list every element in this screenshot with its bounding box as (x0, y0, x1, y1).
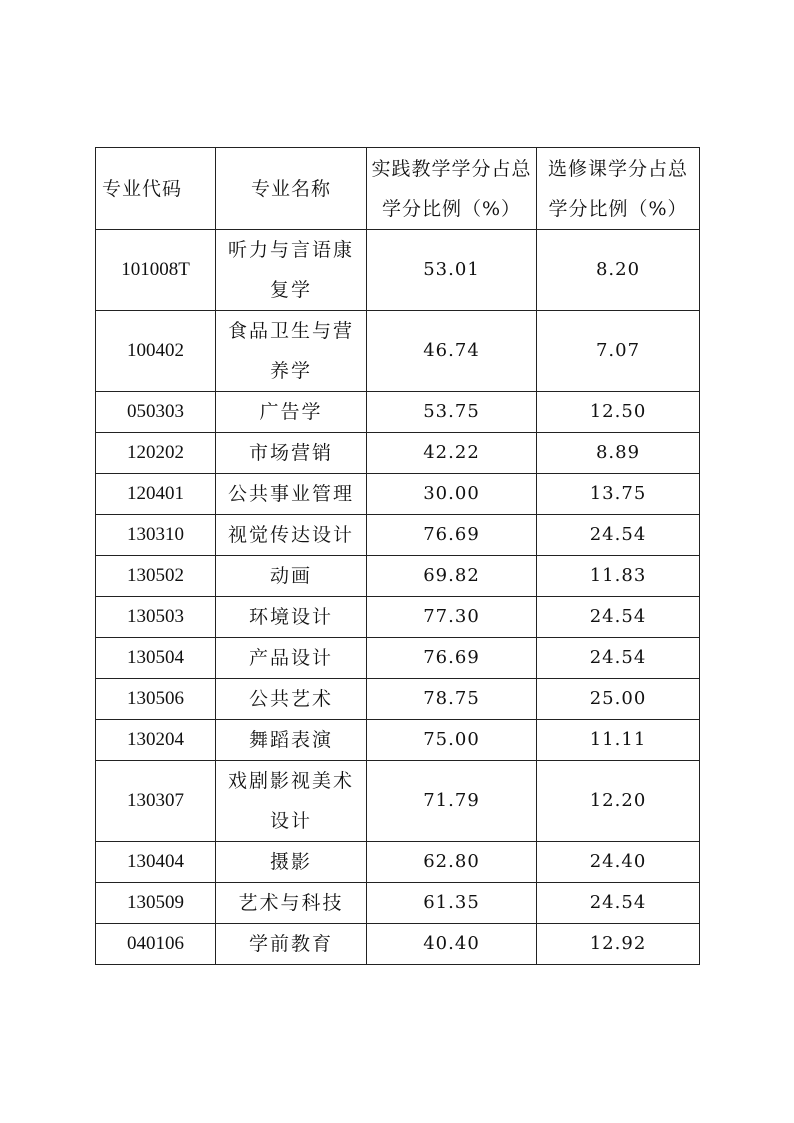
elective-ratio-cell: 24.54 (537, 515, 700, 556)
major-name-cell: 环境设计 (216, 597, 367, 638)
major-name-cell: 产品设计 (216, 638, 367, 679)
practice-ratio-cell: 46.74 (367, 311, 537, 392)
major-name-cell: 食品卫生与营养学 (216, 311, 367, 392)
major-code-cell: 130509 (96, 883, 216, 924)
practice-ratio-cell: 71.79 (367, 761, 537, 842)
elective-ratio-cell: 25.00 (537, 679, 700, 720)
elective-ratio-cell: 8.20 (537, 230, 700, 311)
credit-ratio-table (95, 147, 700, 965)
elective-ratio-cell: 11.83 (537, 556, 700, 597)
major-code-cell: 100402 (96, 311, 216, 392)
major-code-cell: 101008T (96, 230, 216, 311)
elective-ratio-cell: 13.75 (537, 474, 700, 515)
table-row (96, 230, 700, 311)
table-row (96, 433, 700, 474)
header-code: 专业代码 (96, 148, 216, 230)
table-row (96, 761, 700, 842)
elective-ratio-cell: 12.92 (537, 924, 700, 965)
major-code-cell: 130504 (96, 638, 216, 679)
table-row (96, 392, 700, 433)
major-code-cell: 130502 (96, 556, 216, 597)
major-code-cell: 130204 (96, 720, 216, 761)
header-elective-ratio: 选修课学分占总学分比例（%） (537, 148, 700, 230)
major-code-cell: 040106 (96, 924, 216, 965)
practice-ratio-cell: 53.01 (367, 230, 537, 311)
elective-ratio-cell: 24.40 (537, 842, 700, 883)
table-header-row (96, 148, 700, 230)
elective-ratio-cell: 24.54 (537, 883, 700, 924)
practice-ratio-cell: 61.35 (367, 883, 537, 924)
major-name-cell: 公共艺术 (216, 679, 367, 720)
major-code-cell: 130404 (96, 842, 216, 883)
header-practice-ratio: 实践教学学分占总学分比例（%） (367, 148, 537, 230)
elective-ratio-cell: 7.07 (537, 311, 700, 392)
table-row (96, 597, 700, 638)
table-row (96, 679, 700, 720)
practice-ratio-cell: 75.00 (367, 720, 537, 761)
major-name-cell: 艺术与科技 (216, 883, 367, 924)
table-row (96, 924, 700, 965)
major-name-cell: 舞蹈表演 (216, 720, 367, 761)
practice-ratio-cell: 30.00 (367, 474, 537, 515)
major-name-cell: 广告学 (216, 392, 367, 433)
major-name-cell: 摄影 (216, 842, 367, 883)
practice-ratio-cell: 77.30 (367, 597, 537, 638)
practice-ratio-cell: 40.40 (367, 924, 537, 965)
major-code-cell: 130503 (96, 597, 216, 638)
major-name-cell: 公共事业管理 (216, 474, 367, 515)
table-row (96, 842, 700, 883)
table-row (96, 883, 700, 924)
major-code-cell: 130506 (96, 679, 216, 720)
elective-ratio-cell: 24.54 (537, 638, 700, 679)
table-row (96, 556, 700, 597)
table-row (96, 311, 700, 392)
table-body (96, 230, 700, 965)
elective-ratio-cell: 11.11 (537, 720, 700, 761)
practice-ratio-cell: 76.69 (367, 638, 537, 679)
elective-ratio-cell: 8.89 (537, 433, 700, 474)
table-row (96, 720, 700, 761)
major-name-cell: 视觉传达设计 (216, 515, 367, 556)
practice-ratio-cell: 53.75 (367, 392, 537, 433)
major-name-cell: 学前教育 (216, 924, 367, 965)
major-code-cell: 120202 (96, 433, 216, 474)
header-name: 专业名称 (216, 148, 367, 230)
practice-ratio-cell: 62.80 (367, 842, 537, 883)
practice-ratio-cell: 76.69 (367, 515, 537, 556)
major-code-cell: 130307 (96, 761, 216, 842)
table-row (96, 474, 700, 515)
table-row (96, 515, 700, 556)
major-name-cell: 戏剧影视美术设计 (216, 761, 367, 842)
major-code-cell: 050303 (96, 392, 216, 433)
major-name-cell: 市场营销 (216, 433, 367, 474)
major-code-cell: 120401 (96, 474, 216, 515)
practice-ratio-cell: 42.22 (367, 433, 537, 474)
elective-ratio-cell: 12.20 (537, 761, 700, 842)
major-code-cell: 130310 (96, 515, 216, 556)
table-row (96, 638, 700, 679)
practice-ratio-cell: 78.75 (367, 679, 537, 720)
practice-ratio-cell: 69.82 (367, 556, 537, 597)
elective-ratio-cell: 24.54 (537, 597, 700, 638)
elective-ratio-cell: 12.50 (537, 392, 700, 433)
major-name-cell: 听力与言语康复学 (216, 230, 367, 311)
major-name-cell: 动画 (216, 556, 367, 597)
